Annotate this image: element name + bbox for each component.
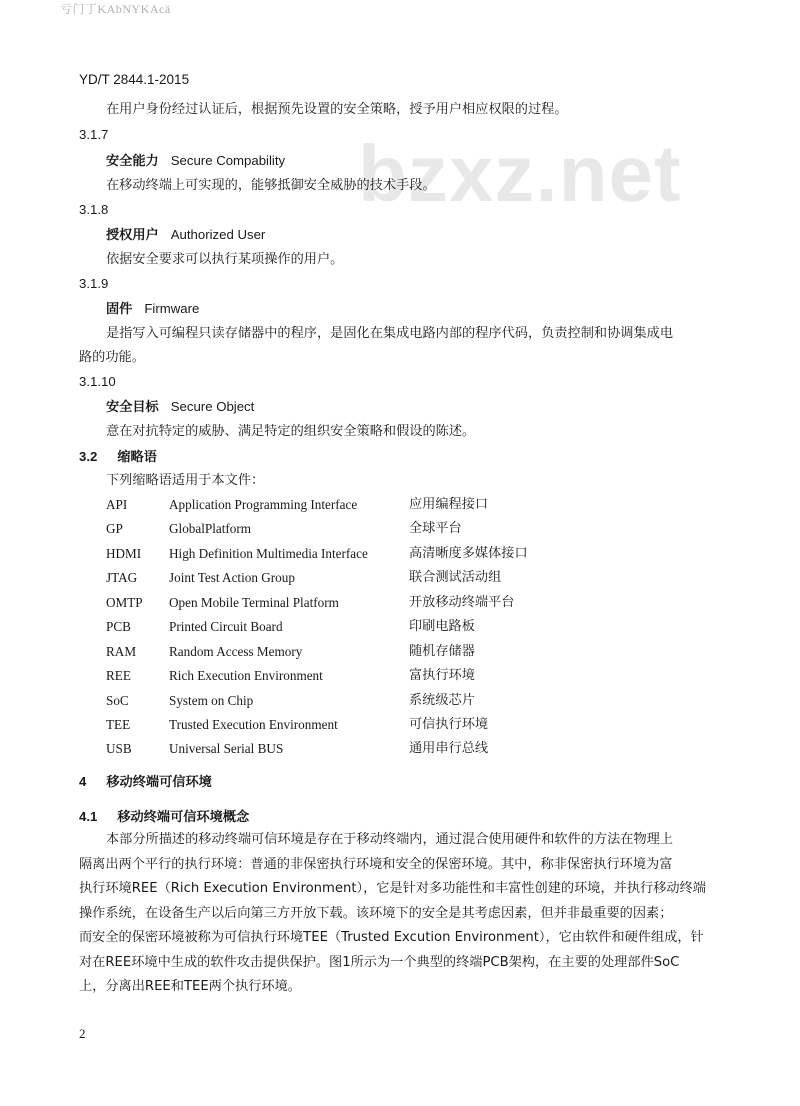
abbr-key: SoC [106,693,129,708]
body-paragraph [79,828,719,1000]
abbr-key: JTAG [106,570,138,585]
abbreviation-row [0,716,800,736]
abbr-english: Application Programming Interface [169,497,358,512]
page-number: 2 [79,1026,86,1041]
abbreviation-row [0,692,800,712]
abbr-chinese: 高清晰度多媒体接口 [409,546,528,561]
abbr-chinese: 随机存储器 [409,644,475,659]
term-heading [106,398,254,417]
site-watermark: bzxz.net [358,129,682,218]
paragraph-line: 上，分离出REE和TEE两个执行环境。 [79,979,301,994]
term-heading [106,226,265,245]
paragraph-line: 隔离出两个平行的执行环境：普通的非保密执行环境和安全的保密环境。其中，称非保密执行环境为富 [79,856,673,872]
abbr-english: GlobalPlatform [169,521,252,536]
term-en: Authorized User [170,227,266,242]
abbreviation-row [0,545,800,565]
abbreviation-intro: 下列缩略语适用于本文件： [106,473,265,488]
term-definition: 意在对抗特定的威胁、满足特定的组织安全策略和假设的陈述。 [106,424,476,439]
abbr-chinese: 全球平台 [409,521,462,536]
abbr-key: PCB [106,619,131,634]
abbr-key: USB [106,741,132,756]
abbr-english: Trusted Execution Environment [169,717,338,732]
abbr-chinese: 可信执行环境 [409,717,489,732]
term-en: Firmware [144,301,200,316]
term-definition-cont: 路的功能。 [79,350,145,365]
abbr-key: TEE [106,717,131,732]
abbr-key: API [106,497,128,512]
term-definition: 是指写入可编程只读存储器中的程序，是固化在集成电路内部的程序代码，负责控制和协调集成电 [106,326,674,341]
term-heading [106,300,199,319]
abbreviation-row [0,520,800,540]
abbreviation-row [0,740,800,760]
abbr-english: System on Chip [169,693,254,708]
term-cn: 安全目标 [106,400,159,415]
paragraph-line: 本部分所描述的移动终端可信环境是存在于移动终端内，通过混合使用硬件和软件的方法在物理上 [106,832,674,847]
term-cn: 安全能力 [106,154,159,169]
term-number: 3.1.10 [79,374,116,389]
section-number: 3.2 [79,449,98,464]
scan-header-mark: 亏门丁KAbNYKAcä [60,2,171,16]
abbr-chinese: 富执行环境 [409,668,475,683]
section-heading [79,808,249,827]
abbr-key: GP [106,521,123,536]
chapter-number: 4 [79,774,87,789]
abbr-english: Open Mobile Terminal Platform [169,595,339,610]
abbr-english: Rich Execution Environment [169,668,323,683]
term-cn: 固件 [106,302,133,317]
abbr-chinese: 联合测试活动组 [409,570,502,585]
intro-line: 在用户身份经过认证后，根据预先设置的安全策略，授予用户相应权限的过程。 [106,102,568,117]
term-definition: 依据安全要求可以执行某项操作的用户。 [106,252,344,267]
abbr-english: Joint Test Action Group [169,570,295,585]
abbr-english: Universal Serial BUS [169,741,284,756]
abbr-key: OMTP [106,595,143,610]
abbr-key: REE [106,668,131,683]
term-number: 3.1.9 [79,276,109,291]
term-definition: 在移动终端上可实现的，能够抵御安全威胁的技术手段。 [106,178,436,193]
paragraph-line: 操作系统，在设备生产以后向第三方开放下载。该环境下的安全是其考虑因素，但并非最重要的因素； [79,905,673,921]
abbreviation-row [0,569,800,589]
paragraph-line: 而安全的保密环境被称为可信执行环境TEE（Trusted Excution Environment），它由软件和硬件组成，针 [79,930,704,945]
paragraph-line: 对在REE环境中生成的软件攻击提供保护。图1所示为一个典型的终端PCB架构，在主要的处理部件SoC [79,954,680,970]
term-en: Secure Compability [170,153,286,168]
abbr-key: HDMI [106,546,142,561]
abbr-chinese: 系统级芯片 [409,693,475,708]
section-number: 4.1 [79,809,98,824]
abbr-english: Random Access Memory [169,644,303,659]
abbr-chinese: 应用编程接口 [409,497,489,512]
term-en: Secure Object [170,399,255,414]
abbreviation-row [0,618,800,638]
abbreviation-row [0,667,800,687]
paragraph-line: 执行环境REE（Rich Execution Environment），它是针对多功能性和丰富性创建的环境，并执行移动终端 [79,881,706,896]
section-heading [79,448,157,467]
abbr-chinese: 开放移动终端平台 [409,595,515,610]
chapter-heading [79,773,212,792]
abbr-chinese: 通用串行总线 [409,741,489,756]
term-number: 3.1.8 [79,202,109,217]
abbreviation-row [0,594,800,614]
standard-id: YD/T 2844.1-2015 [79,72,190,87]
abbr-english: Printed Circuit Board [169,619,283,634]
chapter-title: 移动终端可信环境 [106,775,212,790]
section-title: 移动终端可信环境概念 [117,810,250,825]
abbr-english: High Definition Multimedia Interface [169,546,368,561]
term-cn: 授权用户 [106,228,159,243]
abbr-key: RAM [106,644,137,659]
abbr-chinese: 印刷电路板 [409,619,475,634]
abbreviation-row [0,643,800,663]
term-number: 3.1.7 [79,127,109,142]
abbreviation-row [0,496,800,516]
term-heading [106,152,285,171]
section-title: 缩略语 [117,450,157,465]
